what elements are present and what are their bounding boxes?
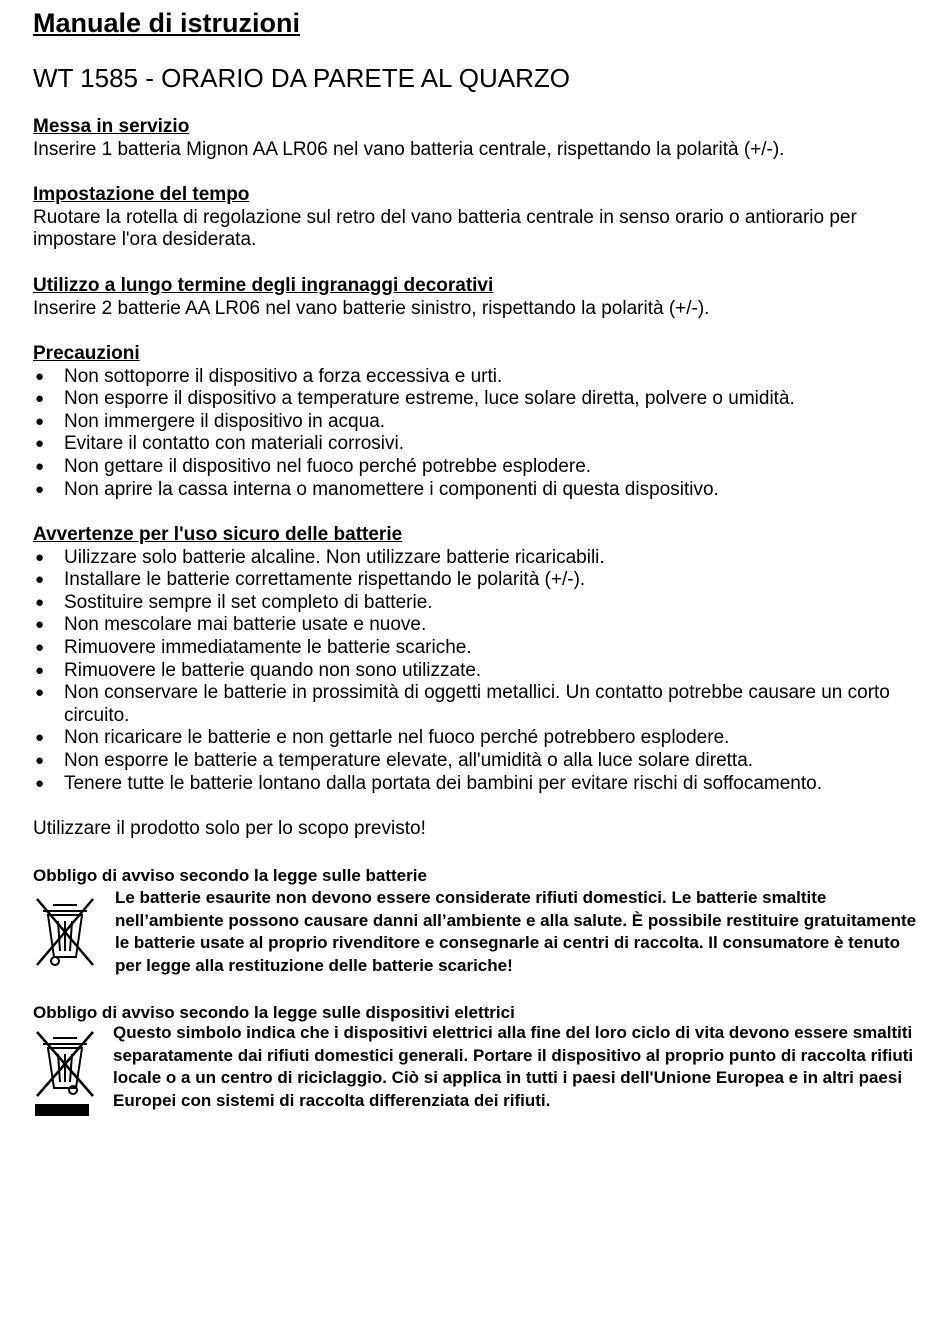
bullet-icon: ●: [35, 616, 45, 634]
bullet-icon: ●: [35, 571, 45, 589]
list-item: ● Non aprire la cassa interna o manomettere i componenti di questa dispositivo.: [35, 478, 719, 500]
crossed-out-bin-icon: [33, 895, 97, 969]
bullet-icon: ●: [35, 390, 45, 408]
list-item: ● Rimuovere le batterie quando non sono utilizzate.: [35, 659, 482, 681]
weee-bin-icon: [33, 1030, 97, 1120]
section-setup: [33, 116, 923, 161]
list-item: ● Uilizzare solo batterie alcaline. Non utilizzare batterie ricaricabili.: [35, 546, 605, 568]
list-item: ● Non sottoporre il dispositivo a forza eccessiva e urti.: [35, 365, 503, 387]
list-item: ● Non conservare le batterie in prossimità di oggetti metallici. Un contatto potrebbe causare un corto circuito.: [35, 682, 890, 726]
bullet-icon: ●: [35, 638, 45, 656]
bullet-icon: ●: [35, 435, 45, 453]
bullet-icon: ●: [35, 412, 45, 430]
bullet-icon: ●: [35, 661, 45, 679]
section-heading: Avvertenze per l'uso sicuro delle batterie: [33, 524, 403, 545]
section-time-setting: [33, 184, 923, 252]
section-text: Inserire 1 batteria Mignon AA LR06 nel vano batteria centrale, rispettando la polarità (+/-).: [33, 138, 785, 160]
section-precautions: [33, 343, 923, 501]
battery-notice-title: Obbligo di avviso secondo la legge sulle batterie: [33, 866, 427, 885]
bullet-icon: ●: [35, 593, 45, 611]
section-heading: Impostazione del tempo: [33, 184, 250, 205]
bullet-icon: ●: [35, 480, 45, 498]
bullet-icon: ●: [35, 729, 45, 747]
battery-safety-list: [33, 547, 923, 796]
battery-notice-text: Le batterie esaurite non devono essere considerate rifiuti domestici. Le batterie smaltite nell’ambiente possono causare danni all’ambiente e alla salute. È possibile restituire gratuitamente le batterie usate al proprio rivenditore e consegnarle ai centri di raccolta. Il consumatore è tenuto per legge alla restituzione delle batterie scariche!: [115, 888, 917, 975]
section-text: Ruotare la rotella di regolazione sul retro del vano batteria centrale in senso orario o antiorario per impostare l'ora desiderata.: [33, 206, 857, 251]
list-item: ● Non ricaricare le batterie e non gettarle nel fuoco perché potrebbero esplodere.: [35, 727, 730, 749]
bullet-icon: ●: [35, 367, 45, 385]
section-text: Inserire 2 batterie AA LR06 nel vano batterie sinistro, rispettando la polarità (+/-).: [33, 297, 710, 319]
section-heading: Utilizzo a lungo termine degli ingranaggi decorativi: [33, 275, 494, 296]
section-heading: Messa in servizio: [33, 116, 190, 137]
section-decorative-gears: [33, 275, 923, 320]
list-item: ● Evitare il contatto con materiali corrosivi.: [35, 433, 405, 455]
document-title: Manuale di istruzioni: [33, 8, 301, 38]
list-item: ● Non gettare il dispositivo nel fuoco perché potrebbe esplodere.: [35, 455, 592, 477]
bullet-icon: ●: [35, 457, 45, 475]
document-subtitle: WT 1585 - ORARIO DA PARETE AL QUARZO: [33, 63, 570, 93]
weee-notice-text: Questo simbolo indica che i dispositivi elettrici alla fine del loro ciclo di vita devono essere smaltiti separatamente dai rifiuti domestici generali. Portare il dispositivo al proprio punto di raccolta rifiuti locale o a un centro di riciclaggio. Ciò si applica in tutti i paesi dell'Unione Europea e in altri paesi Europei con sistemi di raccolta differenziata dei rifiuti.: [113, 1023, 914, 1110]
bullet-icon: ●: [35, 684, 45, 702]
section-battery-safety: [33, 524, 923, 795]
list-item: ● Non mescolare mai batterie usate e nuove.: [35, 614, 427, 636]
list-item: ● Sostituire sempre il set completo di batterie.: [35, 591, 433, 613]
precautions-list: [33, 366, 923, 502]
list-item: ● Installare le batterie correttamente rispettando le polarità (+/-).: [35, 569, 586, 591]
list-item: ● Rimuovere immediatamente le batterie scariche.: [35, 636, 472, 658]
list-item: ● Non esporre le batterie a temperature elevate, all'umidità o alla luce solare diretta.: [35, 749, 754, 771]
section-heading: Precauzioni: [33, 343, 140, 364]
list-item: ● Tenere tutte le batterie lontano dalla portata dei bambini per evitare rischi di soffocamento.: [35, 772, 822, 794]
bullet-icon: ●: [35, 774, 45, 792]
weee-notice-title: Obbligo di avviso secondo la legge sulle dispositivi elettrici: [33, 1003, 515, 1022]
list-item: ● Non immergere il dispositivo in acqua.: [35, 410, 386, 432]
bullet-icon: ●: [35, 548, 45, 566]
list-item: ● Non esporre il dispositivo a temperature estreme, luce solare diretta, polvere o umidità.: [35, 388, 795, 410]
closing-note: Utilizzare il prodotto solo per lo scopo previsto!: [33, 818, 426, 839]
bullet-icon: ●: [35, 751, 45, 769]
